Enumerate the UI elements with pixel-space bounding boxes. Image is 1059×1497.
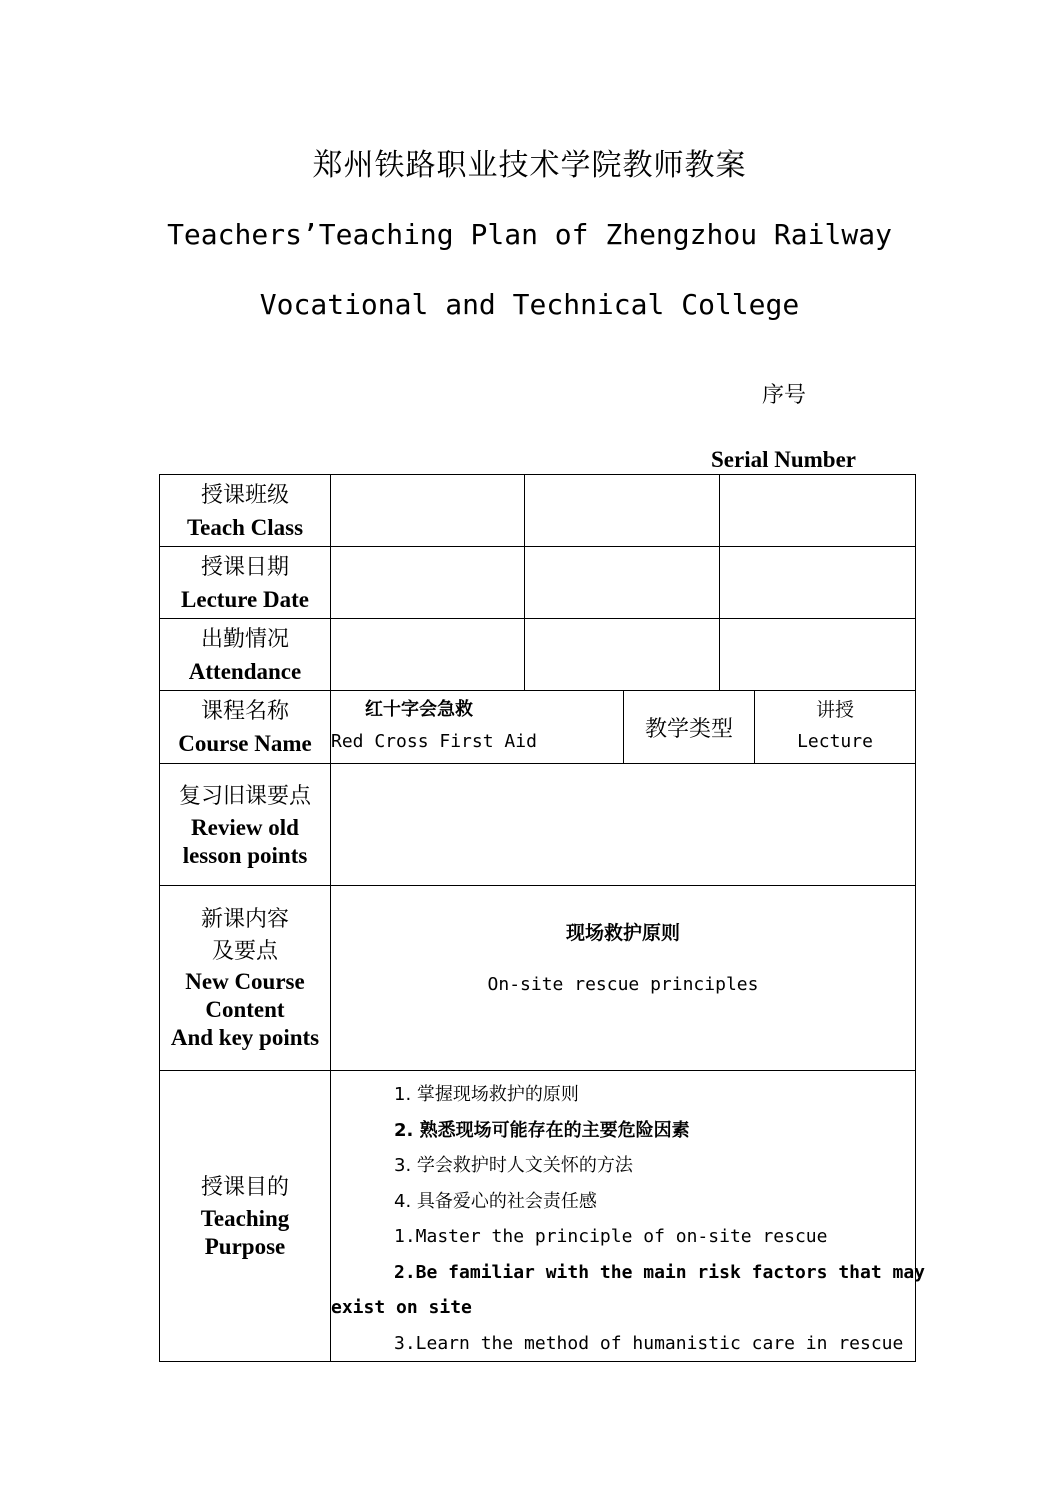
serial-number-label-cn: 序号 — [762, 383, 807, 408]
lecture-date-cell-3[interactable] — [720, 547, 916, 619]
new-course-content[interactable] — [331, 886, 916, 1071]
list-item: 2.Be familiar with the main risk factors that may — [394, 1261, 926, 1283]
teach-class-cell-3[interactable] — [720, 475, 916, 547]
teaching-type-value-en: Lecture — [797, 731, 873, 752]
new-course-value-cn: 现场救护原则 — [565, 922, 680, 944]
attendance-cell-3[interactable] — [720, 619, 916, 691]
teaching-type-value[interactable] — [755, 691, 916, 764]
teaching-purpose-list — [331, 1071, 926, 1361]
label-new-course: 新课内容 及要点 New Course Content And key points — [160, 886, 331, 1071]
list-item: 1.Master the principle of on-site rescue — [394, 1226, 828, 1247]
table-row-review — [160, 764, 916, 886]
serial-number-label-en: Serial Number — [711, 447, 857, 472]
list-item: exist on site — [331, 1297, 472, 1318]
page-title-chinese: 郑州铁路职业技术学院教师教案 — [312, 148, 747, 183]
new-course-value-en: On-site rescue principles — [487, 974, 759, 995]
course-name-value[interactable] — [331, 691, 624, 764]
attendance-cell-1[interactable] — [331, 619, 525, 691]
list-item: 3. 学会救护时人文关怀的方法 — [394, 1155, 633, 1176]
list-item: 1. 掌握现场救护的原则 — [394, 1084, 579, 1105]
table-row-lecture-date — [160, 547, 916, 619]
table-row-teach-class — [160, 475, 916, 547]
attendance-cell-2[interactable] — [525, 619, 720, 691]
course-name-value-en: Red Cross First Aid — [331, 731, 537, 752]
page-title-english-line2: Vocational and Technical College — [259, 288, 800, 321]
list-item: 3.Learn the method of humanistic care in rescue — [394, 1332, 904, 1354]
review-content[interactable] — [331, 764, 916, 886]
course-name-value-cn: 红十字会急救 — [365, 699, 473, 720]
lecture-date-cell-2[interactable] — [525, 547, 720, 619]
table-row-course-name — [160, 691, 916, 764]
label-teaching-type: 教学类型 — [624, 691, 755, 764]
label-attendance: 出勤情况 Attendance — [160, 619, 331, 691]
label-teaching-purpose: 授课目的 Teaching Purpose — [160, 1071, 331, 1362]
lecture-date-cell-1[interactable] — [331, 547, 525, 619]
table-row-attendance — [160, 619, 916, 691]
list-item: 4. 具备爱心的社会责任感 — [394, 1190, 597, 1212]
teaching-plan-table — [159, 474, 926, 1362]
label-review: 复习旧课要点 Review old lesson points — [160, 764, 331, 886]
teach-class-cell-2[interactable] — [525, 475, 720, 547]
teaching-type-value-cn: 讲授 — [815, 699, 854, 721]
label-course-name: 课程名称 Course Name — [160, 691, 331, 764]
page-title-english-line1: Teachers’Teaching Plan of Zhengzhou Railway — [167, 218, 892, 251]
label-teach-class: 授课班级 Teach Class — [160, 475, 331, 547]
teaching-purpose-content[interactable] — [331, 1071, 926, 1362]
label-lecture-date: 授课日期 Lecture Date — [160, 547, 331, 619]
teach-class-cell-1[interactable] — [331, 475, 525, 547]
table-row-new-course — [160, 886, 916, 1071]
table-row-teaching-purpose — [160, 1071, 916, 1362]
list-item: 2. 熟悉现场可能存在的主要危险因素 — [394, 1119, 690, 1141]
